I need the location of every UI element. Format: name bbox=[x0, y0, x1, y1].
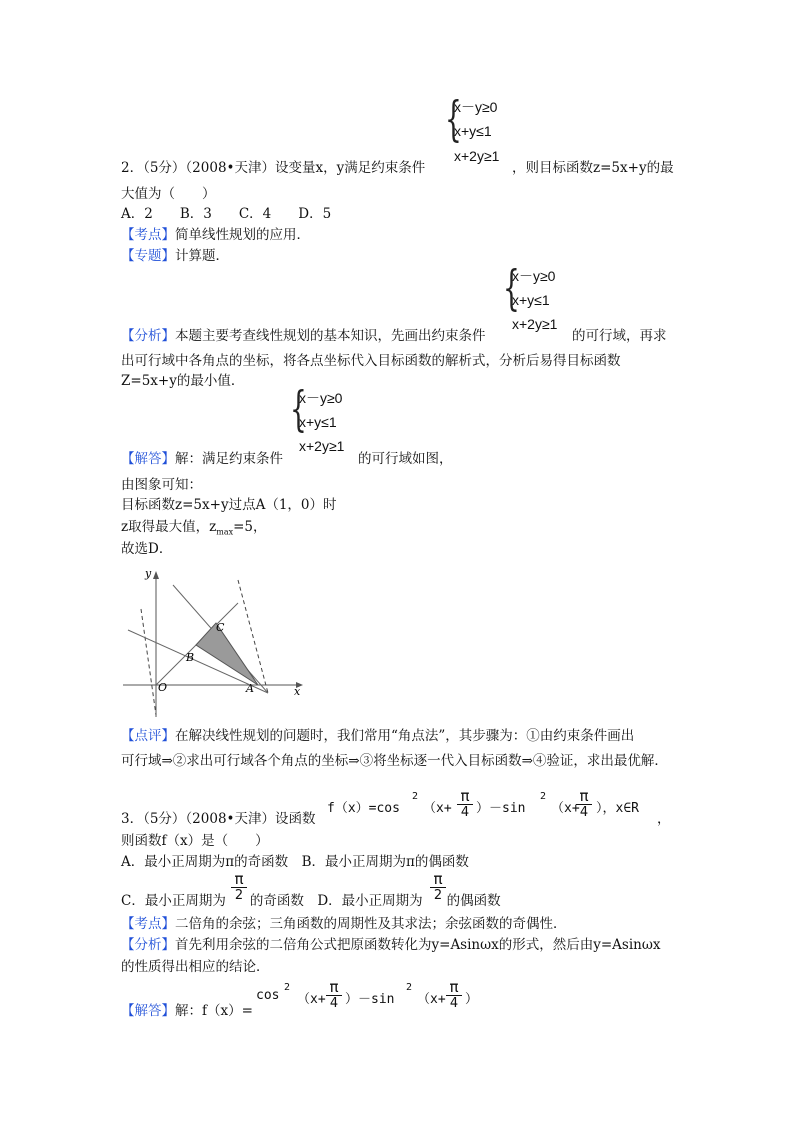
q2-jieda-line5: 故选D． bbox=[121, 541, 173, 557]
opt-d-frac bbox=[430, 871, 446, 903]
q2-jieda-line1 bbox=[121, 451, 283, 467]
q2-zhuanti bbox=[121, 248, 229, 264]
objective-line-origin bbox=[141, 609, 156, 715]
q2-fenxi-line1 bbox=[121, 328, 486, 344]
func-mid2: ）－sin bbox=[476, 801, 526, 816]
frac-num: π bbox=[433, 870, 443, 888]
frac-num: π bbox=[460, 787, 470, 805]
q3-fenxi-line1 bbox=[121, 937, 661, 953]
frac-den: 4 bbox=[329, 996, 339, 1011]
func-frac2 bbox=[576, 788, 592, 820]
q3-jieda bbox=[121, 1003, 253, 1019]
jieda-func-end: ） bbox=[465, 992, 479, 1007]
q2-tail: ，则目标函数z=5x+y的最 bbox=[512, 160, 674, 176]
jieda-mid2: ）－sin bbox=[345, 992, 395, 1007]
q3-options-ab: A．最小正周期为π的奇函数 B．最小正周期为π的偶函数 bbox=[121, 854, 469, 870]
label-y: y bbox=[145, 567, 152, 580]
label-point-b: B bbox=[186, 651, 195, 664]
q2-jieda-line1-tail: 的可行域如图， bbox=[358, 451, 453, 467]
jieda-mid1: （x+ bbox=[297, 992, 326, 1007]
constraint-3: x+2y≥1 bbox=[454, 148, 500, 164]
constraint-1: x－y≥0 bbox=[512, 268, 556, 284]
fenxi-text1: 本题主要考查线性规划的基本知识，先画出约束条件 bbox=[175, 328, 486, 344]
jieda-text4-pre: z取得最大值，z bbox=[121, 519, 217, 535]
left-brace: { bbox=[290, 381, 307, 437]
constraint-1: x－y≥0 bbox=[454, 99, 498, 115]
jieda-text1: 解：满足约束条件 bbox=[175, 451, 283, 467]
constraint-1: x－y≥0 bbox=[299, 390, 343, 406]
constraint-3: x+2y≥1 bbox=[512, 316, 558, 332]
frac-den: 2 bbox=[433, 888, 443, 903]
constraint-2: x+y≤1 bbox=[299, 414, 337, 430]
jieda-func-pre: cos bbox=[256, 988, 280, 1003]
fenxi-tag: 【分析】 bbox=[121, 328, 175, 344]
dianping-tag: 【点评】 bbox=[121, 728, 175, 744]
zhuanti-text: 计算题． bbox=[175, 248, 229, 264]
feasible-region bbox=[196, 623, 258, 685]
jieda-exp2: 2 bbox=[406, 982, 413, 993]
label-point-c: C bbox=[216, 621, 225, 634]
opt-c-pre: C．最小正周期为 bbox=[121, 893, 226, 909]
frac-num: π bbox=[579, 787, 589, 805]
q2-fenxi-line3: Z=5x+y的最小值． bbox=[121, 373, 245, 389]
q3-fenxi-line2: 的性质得出相应的结论． bbox=[121, 959, 270, 975]
func-pre: f（x）=cos bbox=[327, 801, 400, 816]
q2-fenxi-line2: 出可行域中各角点的坐标，将各点坐标代入目标函数的解析式，分析后易得目标函数 bbox=[121, 353, 621, 369]
q2-jieda-line3: 目标函数z=5x+y过点A（1，0）时 bbox=[121, 497, 337, 513]
q3-kaodian bbox=[121, 916, 567, 932]
kaodian-text: 简单线性规划的应用． bbox=[175, 227, 310, 243]
frac-den: 4 bbox=[579, 805, 589, 820]
jieda-text4-post: =5， bbox=[233, 519, 267, 535]
jieda-mid3: （x+ bbox=[417, 992, 446, 1007]
kaodian-tag: 【考点】 bbox=[121, 916, 175, 932]
q2-dianping-line1 bbox=[121, 728, 634, 744]
jieda-tag: 【解答】 bbox=[121, 451, 175, 467]
dianping-text1: 在解决线性规划的问题时，我们常用“角点法”，其步骤为：①由约束条件画出 bbox=[175, 728, 635, 744]
q2-jieda-line2: 由图象可知： bbox=[121, 477, 202, 493]
constraint-3: x+2y≥1 bbox=[299, 438, 345, 454]
frac-num: π bbox=[234, 870, 244, 888]
opt-c-frac bbox=[231, 871, 247, 903]
kaodian-text: 二倍角的余弦；三角函数的周期性及其求法；余弦函数的奇偶性． bbox=[175, 916, 567, 932]
jieda-tag: 【解答】 bbox=[121, 1003, 175, 1019]
q2-line2: 大值为（ ） bbox=[121, 186, 216, 202]
label-origin: O bbox=[158, 681, 168, 694]
func-frac1 bbox=[457, 788, 473, 820]
y-axis-arrow-icon bbox=[153, 571, 159, 579]
q2-dianping-line2: 可行域⇒②求出可行域各个角点的坐标⇒③将坐标逐一代入目标函数⇒④验证，求出最优解． bbox=[121, 753, 668, 769]
zmax-subscript: max bbox=[216, 527, 234, 537]
opt-c-post: 的奇函数 D．最小正周期为 bbox=[249, 893, 423, 909]
q3-comma: ， bbox=[657, 811, 671, 827]
jieda-text: 解：f（x）= bbox=[175, 1003, 253, 1019]
label-point-a: A bbox=[246, 682, 254, 695]
left-brace: { bbox=[445, 91, 462, 147]
q2-fenxi-line1-tail: 的可行域，再求 bbox=[572, 328, 667, 344]
q3-lead: 3．（5分）（2008•天津）设函数 bbox=[121, 811, 316, 827]
q2-kaodian bbox=[121, 227, 310, 243]
q3-line2: 则函数f（x）是（ ） bbox=[121, 833, 269, 849]
jieda-exp1: 2 bbox=[284, 982, 291, 993]
fenxi-text1: 首先利用余弦的二倍角公式把原函数转化为y=Asinωx的形式，然后由y=Asinωx bbox=[175, 937, 661, 953]
q2-lead: 2．（5分）（2008•天津）设变量x，y满足约束条件 bbox=[121, 160, 426, 176]
q2-options: A．2 B．3 C．4 D．5 bbox=[121, 206, 332, 222]
label-x: x bbox=[294, 685, 301, 698]
feasible-region-graph bbox=[118, 565, 308, 720]
func-mid3: （x+ bbox=[551, 801, 580, 816]
frac-den: 4 bbox=[460, 805, 470, 820]
q2-jieda-line4 bbox=[121, 519, 267, 541]
frac-num: π bbox=[449, 978, 459, 996]
left-brace: { bbox=[503, 260, 520, 316]
frac-den: 2 bbox=[234, 888, 244, 903]
frac-den: 4 bbox=[449, 996, 459, 1011]
kaodian-tag: 【考点】 bbox=[121, 227, 175, 243]
jieda-frac2 bbox=[446, 979, 462, 1011]
constraint-2: x+y≤1 bbox=[454, 123, 492, 139]
func-mid1: （x+ bbox=[423, 801, 452, 816]
zhuanti-tag: 【专题】 bbox=[121, 248, 175, 264]
opt-d-post: 的偶函数 bbox=[446, 893, 501, 909]
func-end: ），x∈R bbox=[596, 801, 639, 816]
fenxi-tag: 【分析】 bbox=[121, 937, 175, 953]
frac-num: π bbox=[329, 978, 339, 996]
jieda-frac1 bbox=[326, 979, 342, 1011]
func-exp1: 2 bbox=[412, 791, 419, 802]
constraint-2: x+y≤1 bbox=[512, 292, 550, 308]
func-exp2: 2 bbox=[540, 791, 547, 802]
